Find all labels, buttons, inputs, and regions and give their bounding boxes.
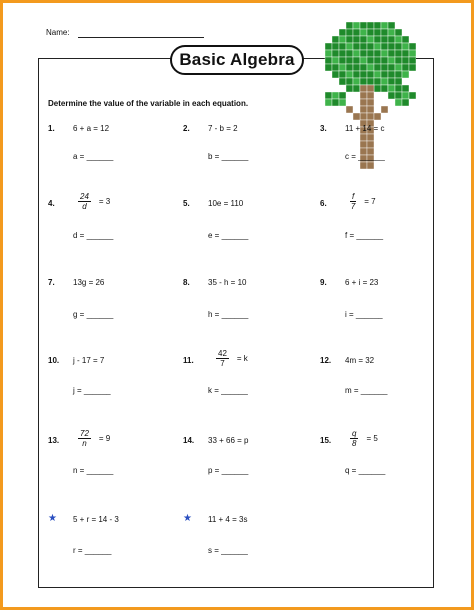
problem-number: 11.: [183, 356, 194, 365]
answer-field[interactable]: m = ______: [345, 386, 388, 395]
tree-pixel: [360, 106, 367, 113]
tree-pixel: [395, 29, 402, 36]
answer-field[interactable]: p = ______: [208, 466, 249, 475]
fraction-numerator: 24: [80, 192, 89, 201]
answer-field[interactable]: g = ______: [73, 310, 114, 319]
problem-number: 2.: [183, 124, 190, 133]
tree-pixel: [367, 57, 374, 64]
problem-number: 5.: [183, 199, 190, 208]
worksheet-title: Basic Algebra: [170, 45, 304, 75]
problem-equation: 33 + 66 = p: [208, 436, 249, 445]
tree-pixel: [374, 71, 381, 78]
fraction-numerator: q: [352, 429, 357, 438]
problem-number: 13.: [48, 436, 60, 445]
tree-pixel: [367, 50, 374, 57]
tree-pixel: [395, 99, 402, 106]
tree-pixel: [367, 134, 374, 141]
fraction-denominator: 7: [220, 359, 225, 368]
tree-pixel: [395, 78, 402, 85]
tree-pixel: [374, 29, 381, 36]
tree-pixel: [360, 64, 367, 71]
answer-field[interactable]: k = ______: [208, 386, 248, 395]
tree-pixel: [360, 43, 367, 50]
fraction: [350, 429, 358, 448]
equation-rhs: = 5: [366, 434, 378, 443]
answer-field[interactable]: b = ______: [208, 152, 249, 161]
fraction-numerator: 72: [80, 429, 89, 438]
tree-pixel: [395, 43, 402, 50]
tree-pixel: [374, 22, 381, 29]
instructions: Determine the value of the variable in each equation.: [48, 99, 249, 108]
tree-pixel: [395, 36, 402, 43]
problem-number: 1.: [48, 124, 55, 133]
fraction-denominator: d: [82, 202, 87, 211]
tree-pixel: [402, 57, 409, 64]
tree-pixel: [325, 50, 332, 57]
tree-pixel: [388, 85, 395, 92]
tree-pixel: [374, 57, 381, 64]
problem-equation: 5 + r = 14 - 3: [73, 515, 119, 524]
problem-equation: 35 - h = 10: [208, 278, 247, 287]
tree-pixel: [332, 71, 339, 78]
problem-equation: 7 - b = 2: [208, 124, 238, 133]
tree-pixel: [409, 64, 416, 71]
tree-pixel: [374, 78, 381, 85]
tree-pixel: [346, 29, 353, 36]
tree-pixel: [339, 50, 346, 57]
tree-pixel: [332, 43, 339, 50]
fraction: [350, 192, 356, 211]
problem-number: 10.: [48, 356, 60, 365]
tree-pixel: [367, 43, 374, 50]
tree-pixel: [367, 36, 374, 43]
problem-equation: 11 + 14 = c: [345, 124, 385, 133]
tree-pixel: [360, 57, 367, 64]
tree-pixel: [381, 106, 388, 113]
answer-field[interactable]: q = ______: [345, 466, 386, 475]
problem-equation: 11 + 4 = 3s: [208, 515, 248, 524]
problem-equation: [78, 192, 110, 211]
tree-pixel: [332, 36, 339, 43]
tree-pixel: [381, 29, 388, 36]
tree-pixel: [325, 92, 332, 99]
tree-pixel: [346, 78, 353, 85]
tree-pixel: [346, 43, 353, 50]
fraction-denominator: 8: [352, 439, 357, 448]
answer-field[interactable]: s = ______: [208, 546, 248, 555]
star-icon: ★: [48, 513, 57, 524]
tree-pixel: [339, 92, 346, 99]
problem-number: 6.: [320, 199, 327, 208]
tree-pixel: [374, 36, 381, 43]
tree-pixel: [367, 71, 374, 78]
tree-pixel: [381, 43, 388, 50]
tree-pixel: [360, 71, 367, 78]
tree-pixel: [346, 85, 353, 92]
answer-field[interactable]: c = ______: [345, 152, 385, 161]
tree-pixel: [339, 78, 346, 85]
fraction-denominator: 7: [350, 202, 356, 211]
tree-pixel: [402, 99, 409, 106]
tree-pixel: [353, 36, 360, 43]
tree-pixel: [388, 92, 395, 99]
tree-pixel: [388, 36, 395, 43]
tree-pixel: [388, 57, 395, 64]
tree-pixel: [367, 22, 374, 29]
tree-pixel: [374, 64, 381, 71]
tree-pixel: [346, 57, 353, 64]
tree-pixel: [388, 71, 395, 78]
tree-pixel: [353, 50, 360, 57]
fraction-numerator: f: [352, 192, 355, 201]
tree-pixel: [346, 106, 353, 113]
problem-equation: 13g = 26: [73, 278, 105, 287]
tree-pixel: [360, 50, 367, 57]
problem-equation: 6 + a = 12: [73, 124, 110, 133]
tree-pixel: [402, 50, 409, 57]
tree-pixel: [395, 57, 402, 64]
tree-pixel: [332, 92, 339, 99]
tree-pixel: [381, 71, 388, 78]
tree-pixel: [353, 78, 360, 85]
tree-pixel: [339, 99, 346, 106]
answer-field[interactable]: j = ______: [73, 386, 111, 395]
tree-pixel: [402, 85, 409, 92]
tree-pixel: [339, 29, 346, 36]
tree-pixel: [360, 22, 367, 29]
tree-pixel: [339, 71, 346, 78]
tree-pixel: [353, 43, 360, 50]
tree-pixel: [360, 92, 367, 99]
equation-rhs: = 3: [98, 197, 111, 206]
tree-pixel: [360, 162, 367, 169]
tree-pixel: [367, 64, 374, 71]
tree-pixel: [381, 64, 388, 71]
tree-pixel: [374, 85, 381, 92]
fraction-denominator: n: [82, 439, 87, 448]
tree-pixel: [395, 85, 402, 92]
name-label: Name:: [46, 28, 70, 37]
tree-pixel: [346, 71, 353, 78]
star-icon: ★: [183, 513, 192, 524]
problem-equation: [350, 192, 376, 211]
tree-pixel: [360, 141, 367, 148]
problem-number: 3.: [320, 124, 327, 133]
tree-pixel: [395, 92, 402, 99]
tree-pixel: [353, 29, 360, 36]
tree-pixel: [332, 99, 339, 106]
tree-pixel: [353, 113, 360, 120]
answer-field[interactable]: h = ______: [208, 310, 249, 319]
answer-field[interactable]: a = ______: [73, 152, 114, 161]
problem-equation: [216, 349, 248, 368]
tree-pixel: [381, 57, 388, 64]
answer-field[interactable]: e = ______: [208, 231, 249, 240]
tree-pixel: [367, 85, 374, 92]
tree-pixel: [360, 85, 367, 92]
tree-pixel: [402, 92, 409, 99]
tree-pixel: [360, 99, 367, 106]
tree-pixel: [402, 36, 409, 43]
tree-pixel: [395, 71, 402, 78]
tree-pixel: [388, 50, 395, 57]
tree-pixel: [367, 141, 374, 148]
tree-pixel: [395, 50, 402, 57]
tree-pixel: [360, 29, 367, 36]
tree-pixel: [388, 64, 395, 71]
tree-pixel: [367, 106, 374, 113]
tree-pixel: [353, 22, 360, 29]
tree-pixel: [409, 57, 416, 64]
tree-pixel: [388, 78, 395, 85]
tree-pixel: [339, 36, 346, 43]
tree-pixel: [367, 113, 374, 120]
tree-pixel: [360, 134, 367, 141]
tree-pixel: [367, 162, 374, 169]
tree-pixel: [409, 92, 416, 99]
tree-pixel: [353, 71, 360, 78]
fraction: [78, 192, 91, 211]
tree-pixel: [409, 43, 416, 50]
problem-equation: [350, 429, 378, 448]
problem-number: 15.: [320, 436, 332, 445]
problem-equation: 10e = 110: [208, 199, 244, 208]
tree-pixel: [388, 22, 395, 29]
problem-number: 9.: [320, 278, 327, 287]
answer-field[interactable]: f = ______: [345, 231, 384, 240]
tree-pixel: [353, 64, 360, 71]
tree-pixel: [360, 36, 367, 43]
tree-pixel: [381, 85, 388, 92]
tree-pixel: [402, 43, 409, 50]
tree-pixel: [360, 78, 367, 85]
problem-equation: 6 + i = 23: [345, 278, 379, 287]
name-field[interactable]: [78, 37, 204, 38]
tree-pixel: [402, 71, 409, 78]
tree-pixel: [339, 43, 346, 50]
fraction: [216, 349, 229, 368]
tree-pixel: [381, 50, 388, 57]
tree-pixel: [339, 64, 346, 71]
tree-pixel: [402, 64, 409, 71]
problem-number: 8.: [183, 278, 190, 287]
tree-pixel: [325, 57, 332, 64]
tree-pixel: [388, 43, 395, 50]
tree-pixel: [332, 50, 339, 57]
problem-equation: [78, 429, 110, 448]
tree-pixel: [346, 36, 353, 43]
pixel-tree-icon: [322, 22, 416, 170]
tree-pixel: [325, 99, 332, 106]
tree-pixel: [381, 22, 388, 29]
tree-pixel: [395, 64, 402, 71]
tree-pixel: [374, 50, 381, 57]
tree-pixel: [374, 113, 381, 120]
tree-pixel: [339, 57, 346, 64]
answer-field[interactable]: d = ______: [73, 231, 114, 240]
problem-equation: j - 17 = 7: [73, 356, 105, 365]
tree-pixel: [353, 85, 360, 92]
fraction-numerator: 42: [218, 349, 227, 358]
equation-rhs: = 9: [98, 434, 111, 443]
tree-pixel: [332, 57, 339, 64]
tree-pixel: [360, 113, 367, 120]
tree-pixel: [367, 92, 374, 99]
tree-pixel: [325, 64, 332, 71]
problem-equation: 4m = 32: [345, 356, 375, 365]
tree-pixel: [367, 78, 374, 85]
answer-field[interactable]: r = ______: [73, 546, 112, 555]
tree-pixel: [367, 99, 374, 106]
tree-pixel: [374, 43, 381, 50]
problem-number: 12.: [320, 356, 332, 365]
problem-number: 7.: [48, 278, 55, 287]
tree-pixel: [367, 29, 374, 36]
problem-number: 4.: [48, 199, 55, 208]
fraction: [78, 429, 91, 448]
tree-pixel: [325, 43, 332, 50]
problem-number: 14.: [183, 436, 195, 445]
tree-pixel: [381, 78, 388, 85]
tree-pixel: [388, 29, 395, 36]
answer-field[interactable]: i = ______: [345, 310, 383, 319]
answer-field[interactable]: n = ______: [73, 466, 114, 475]
tree-pixel: [332, 64, 339, 71]
tree-pixel: [346, 50, 353, 57]
equation-rhs: = k: [236, 354, 248, 363]
tree-pixel: [346, 22, 353, 29]
equation-rhs: = 7: [364, 197, 376, 206]
tree-pixel: [409, 50, 416, 57]
tree-pixel: [381, 36, 388, 43]
tree-pixel: [353, 57, 360, 64]
tree-pixel: [346, 64, 353, 71]
